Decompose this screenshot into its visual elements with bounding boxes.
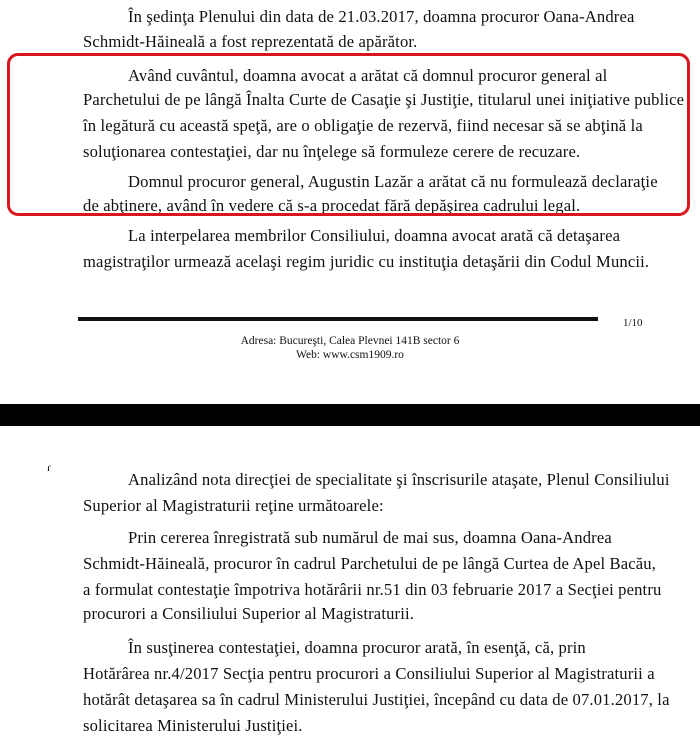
paragraph-line: a formulat contestaţie împotriva hotărârii nr.51 din 03 februarie 2017 a Secţiei pentru — [83, 580, 662, 599]
paragraph-line: Prin cererea înregistrată sub numărul de mai sus, doamna Oana-Andrea — [128, 528, 612, 547]
paragraph-line: soluţionarea contestaţiei, dar nu înţelege să formuleze cerere de recuzare. — [83, 142, 581, 161]
paragraph-line: Domnul procuror general, Augustin Lazăr a arătat că nu formulează declaraţie — [128, 172, 658, 191]
paragraph-line: în legătură cu această speţă, are o obligaţie de rezervă, fiind necesar să se abţină la — [83, 116, 643, 135]
paragraph-line: La interpelarea membrilor Consiliului, doamna avocat arată că detaşarea — [128, 226, 621, 245]
scan-mark: ɾ — [47, 460, 51, 474]
paragraph-line: magistraţilor urmează acelaşi regim juridic cu instituţia detaşării din Codul Muncii. — [83, 252, 650, 271]
paragraph-line: Superior al Magistraturii reţine următoarele: — [83, 496, 384, 515]
paragraph-line: Hotărârea nr.4/2017 Secţia pentru procurori a Consiliului Superior al Magistraturii a — [83, 664, 655, 683]
paragraph-line: de abţinere, având în vedere că s-a procedat fără depăşirea cadrului legal. — [83, 196, 581, 215]
paragraph-line: solicitarea Ministerului Justiţiei. — [83, 716, 303, 735]
paragraph-line: Având cuvântul, doamna avocat a arătat că domnul procuror general al — [128, 66, 608, 85]
footer-rule — [78, 317, 598, 321]
paragraph-line: În susţinerea contestaţiei, doamna procuror arată, în esenţă, că, prin — [128, 638, 586, 657]
page-number: 1/10 — [623, 317, 643, 329]
paragraph-line: hotărât detaşarea sa în cadrul Ministerului Justiţiei, începând cu data de 07.01.2017, la — [83, 690, 670, 709]
paragraph-line: Schmidt-Hăineală a fost reprezentată de apărător. — [83, 32, 418, 51]
highlight-box — [7, 53, 690, 216]
paragraph-line: Analizând nota direcţiei de specialitate şi înscrisurile ataşate, Plenul Consiliului — [128, 470, 670, 489]
page-separator — [0, 404, 700, 426]
paragraph-line: Parchetului de pe lângă Înalta Curte de Casaţie şi Justiţie, titularul unei iniţiative publice — [83, 90, 685, 109]
paragraph-line: procurori a Consiliului Superior al Magistraturii. — [83, 604, 415, 623]
paragraph-line: Schmidt-Hăineală, procuror în cadrul Parchetului de pe lângă Curtea de Apel Bacău, — [83, 554, 657, 573]
paragraph-line: În şedinţa Plenului din data de 21.03.2017, doamna procuror Oana-Andrea — [128, 7, 635, 26]
footer-address: Adresa: Bucureşti, Calea Plevnei 141B sector 6 — [240, 335, 460, 347]
footer-web: Web: www.csm1909.ro — [296, 349, 404, 361]
